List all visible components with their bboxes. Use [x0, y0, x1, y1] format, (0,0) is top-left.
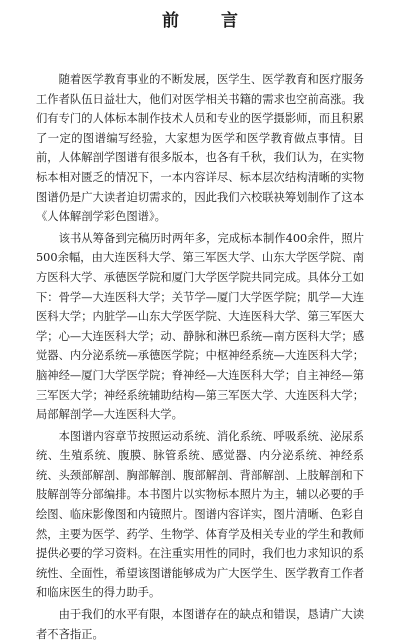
paragraph-4: 由于我们的水平有限，本图谱存在的缺点和错误，恳请广大读者不吝指正。	[36, 608, 364, 641]
paragraph-3: 本图谱内容章节按照运动系统、消化系统、呼吸系统、泌尿系统、生殖系统、腹膜、脉管系统、感觉器、内分泌系统、神经系统、头颈部解剖、胸部解剖、腹部解剖、背部解剖、上肢解剖和下肢解剖等分部编排。本书图片以实物标本照片为主，辅以必要的手绘图、临床影像图和内镜照片。图谱内容详实，图片清晰、色彩自然，主要为医学、药学、生物学、体育学及相关专业的学生和教师提供必要的学习资料。在注重实用性的同时，我们也力求知识的系统性、全面性，希望该图谱能够成为广大医学生、医学教育工作者和临床医生的得力助手。	[36, 429, 364, 600]
paragraph-2: 该书从筹备到完稿历时两年多，完成标本制作400余件，照片500余幅，由大连医科大学、第三军医大学、山东大学医学院、南方医科大学、承德医学院和厦门大学医学院共同完成。具体分工如下：骨学—大连医科大学；关节学—厦门大学医学院；肌学—大连医科大学；内脏学—山东大学医学院、大连医科大学、第三军医大学；心—大连医科大学；动、静脉和淋巴系统—南方医科大学；感觉器、内分泌系统—承德医学院；中枢神经系统—大连医科大学；脑神经—厦门大学医学院；脊神经—大连医科大学；自主神经—第三军医大学；神经系统辅助结构—第三军医大学、大连医科大学；局部解剖学—大连医科大学。	[36, 231, 364, 422]
page-title: 前 言	[162, 11, 256, 31]
paragraph-1: 随着医学教育事业的不断发展，医学生、医学教育和医疗服务工作者队伍日益壮大，他们对医学相关书籍的需求也空前高涨。我们有专门的人体标本制作技术人员和专业的医学摄影师，而且积累了一定的图谱编写经验，大家想为医学和医学教育做点事情。目前，人体解剖学图谱有很多版本，也各有千秋，我们认为，在实物标本相对匮乏的情况下，一本内容详尽、标本层次结构清晰的实物图谱仍是广大读者迫切需求的，因此我们六校联袂筹划制作了这本《人体解剖学彩色图谱》。	[36, 73, 364, 224]
